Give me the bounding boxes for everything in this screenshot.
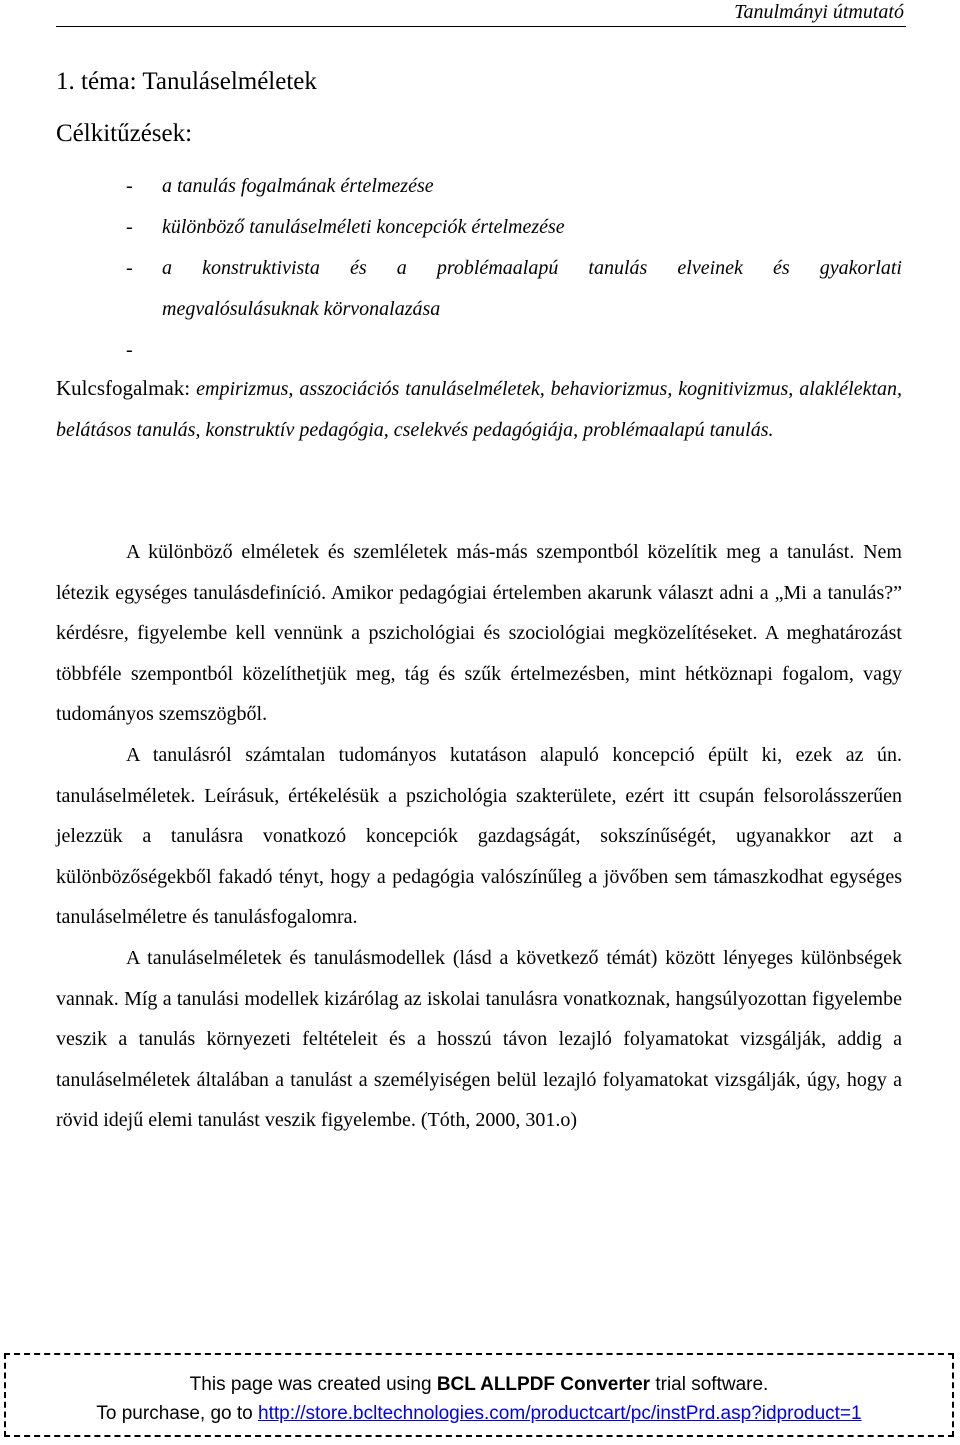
purchase-link[interactable]: http://store.bcltechnologies.com/productcart/pc/instPrd.asp?idproduct=1: [258, 1403, 862, 1424]
list-dash: -: [126, 175, 133, 197]
body-paragraph: A tanulásról számtalan tudományos kutatáson alapuló koncepció épült ki, ezek az ún. tanuláselméletek. Leírásuk, értékelésük a pszichológia szakterülete, ezért itt csupán felsorolásszerűen jelezzük a tanulásra vonatkozó koncepciók gazdagságát, sokszínűségét, ugyanakkor azt a különbözőségekből fakadó tényt, hogy a pedagógia valószínűleg a jövőben sem támaszkodhat egységes tanuláselméletre és tanulásfogalomra.: [56, 743, 902, 929]
purchase-prefix: To purchase, go to: [96, 1403, 258, 1424]
running-header: Tanulmányi útmutató: [734, 1, 904, 23]
list-dash: -: [126, 339, 133, 361]
goal-item: [56, 248, 902, 289]
notice-brand: BCL ALLPDF Converter: [436, 1374, 651, 1395]
goal-text: a konstruktivista és a problémaalapú tanulás elveinek és gyakorlati: [162, 257, 902, 279]
notice-prefix: This page was created using: [189, 1374, 437, 1395]
goals-list: [56, 166, 902, 371]
goal-item-continuation: [56, 289, 902, 330]
goal-text: a tanulás fogalmának értelmezése: [162, 175, 434, 197]
goal-item-empty: [56, 330, 902, 371]
keywords-section: [56, 368, 902, 451]
list-dash: -: [126, 257, 133, 279]
goals-heading: Célkitűzések:: [56, 120, 193, 147]
goal-item: [56, 166, 902, 207]
converter-notice: [4, 1353, 954, 1437]
keywords-label: Kulcsfogalmak:: [56, 376, 191, 400]
body-text: [56, 532, 902, 1141]
body-paragraph: A különböző elméletek és szemléletek más-más szempontból közelítik meg a tanulást. Nem létezik egységes tanulásdefiníció. Amikor pedagógiai értelemben akarunk választ adni a „Mi a tanulás?” kérdésre, figyelembe kell vennünk a pszichológiai és szociológiai megközelítéseket. A meghatározást többféle szempontból közelíthetjük meg, tág és szűk értelmezésben, mint hétköznapi fogalom, vagy tudományos szemszögből.: [56, 541, 902, 726]
header-divider: [56, 26, 906, 27]
keywords-text: empirizmus, asszociációs tanuláselméletek, behaviorizmus, kognitivizmus, alaklélektan, belátásos tanulás, konstruktív pedagógia, cselekvés pedagógiája, problémaalapú tanulás.: [56, 378, 903, 441]
list-dash: -: [126, 216, 133, 238]
body-paragraph: A tanuláselméletek és tanulásmodellek (lásd a következő témát) között lényeges különbségek vannak. Míg a tanulási modellek kizárólag az iskolai tanulásra vonatkoznak, hangsúlyozottan figyelembe veszik a tanulás környezeti feltételeit és a hosszú távon lezajló folyamatokat vizsgálják, addig a tanuláselméletek általában a tanulást a személyiségen belül lezajló folyamatokat vizsgálják, úgy, hogy a rövid idejű elemi tanulást veszik figyelembe. (Tóth, 2000, 301.o): [56, 946, 902, 1132]
notice-suffix: trial software.: [650, 1374, 769, 1395]
purchase-line: [6, 1402, 952, 1426]
goal-text: megvalósulásuknak körvonalazása: [162, 298, 441, 320]
notice-line: [6, 1373, 952, 1397]
topic-title: 1. téma: Tanuláselméletek: [56, 68, 317, 95]
goal-text: különböző tanuláselméleti koncepciók értelmezése: [162, 216, 565, 238]
goal-item: [56, 207, 902, 248]
